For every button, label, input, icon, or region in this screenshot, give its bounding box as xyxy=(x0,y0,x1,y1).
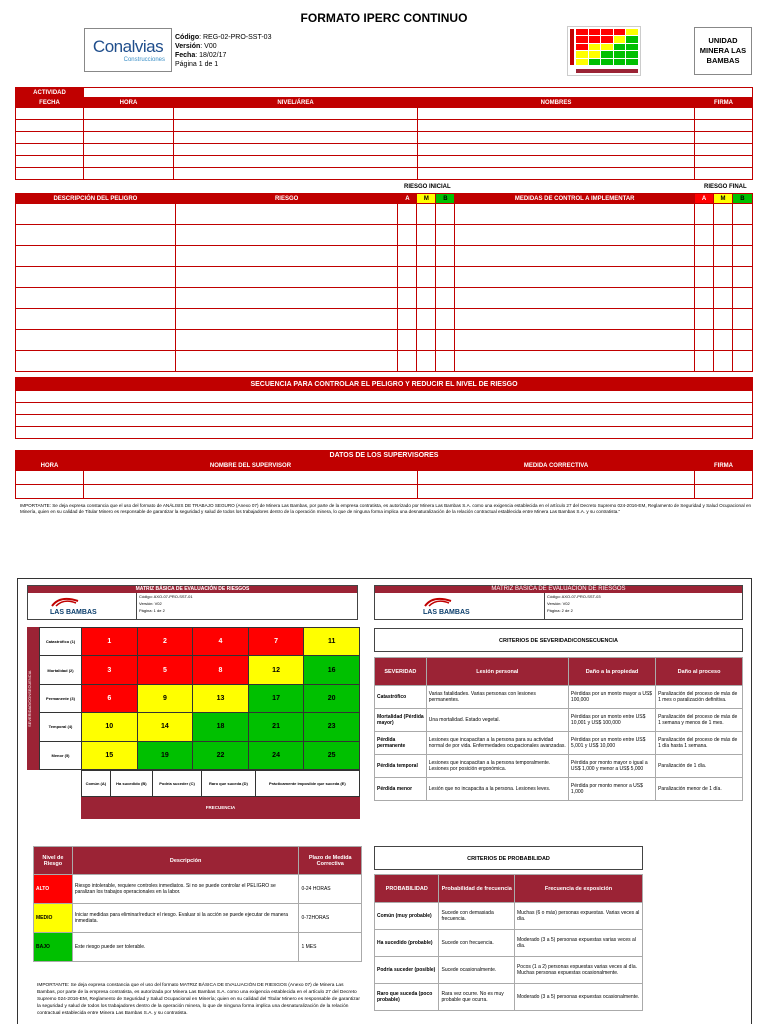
las-bambas-logo: LAS BAMBAS xyxy=(50,595,97,616)
cell[interactable] xyxy=(16,168,84,180)
col-m-inicial: M xyxy=(417,194,436,204)
page-title: FORMATO IPERC CONTINUO xyxy=(300,11,468,25)
severidad-row-label: Temporal (4) xyxy=(40,713,82,741)
severidad-row-label: Menor (5) xyxy=(40,741,82,769)
frecuencia-col-label: Ha sucedido (B) xyxy=(110,771,152,797)
probabilidad-cell: Sucede con frecuencia. xyxy=(439,930,514,957)
cell[interactable] xyxy=(398,288,417,309)
cell[interactable] xyxy=(84,156,174,168)
cell[interactable] xyxy=(175,204,398,225)
cell[interactable] xyxy=(16,246,176,267)
cell[interactable] xyxy=(418,471,695,485)
cell[interactable] xyxy=(16,267,176,288)
cell[interactable] xyxy=(16,225,176,246)
col-desc-peligro: DESCRIPCIÓN DEL PELIGRO xyxy=(16,194,176,204)
matrix-cell: 5 xyxy=(137,656,193,684)
cell[interactable] xyxy=(417,204,436,225)
severidad-axis: SEVERIDAD/CONSECUENCIA xyxy=(27,627,39,770)
cell[interactable] xyxy=(174,168,418,180)
matrix-cell: 4 xyxy=(193,628,249,656)
cell[interactable] xyxy=(175,246,398,267)
probabilidad-table xyxy=(374,874,643,1011)
cell[interactable] xyxy=(732,330,752,351)
nivel-header: Plazo de Medida Correctiva xyxy=(299,847,362,875)
cell[interactable] xyxy=(436,267,455,288)
cell[interactable] xyxy=(417,267,436,288)
cell[interactable] xyxy=(695,108,753,120)
matrix-header-right: MATRIZ BASICA DE EVALUACION DE RIESGOS LAS BAMBAS Código: AXO-07-PRO-SST-03 Versión: V02 Página: 2 de 2 xyxy=(374,585,743,620)
cell[interactable] xyxy=(175,351,398,372)
cell[interactable] xyxy=(398,351,417,372)
cell[interactable] xyxy=(713,246,732,267)
matrix-cell: 25 xyxy=(304,741,360,769)
cell[interactable] xyxy=(84,108,174,120)
cell[interactable] xyxy=(418,168,695,180)
matrix-cell: 12 xyxy=(248,656,304,684)
importante-note-2: IMPORTANTE: Se deja expresa constancia que el uso del formato MATRIZ BÁSICA DE EVALUACIÓN DE RIESGOS (Anexo 07) de Minera Las Bambas, por parte de la empresa contratista, es autorizada por Minera Las Bambas S.A. como una exigencia establecida en el artículo 27 del Decreto Supremo 024-2016-EM, Reglamento de Seguridad y Salud Ocupacional en Minería; quien en su calidad del Titular Minero es responsable de garantizar la seguridad y salud de todos los trabajadores dentro de la operación minera, lo que de ninguna forma implica una desnaturalización de la relación contractual establecida entre Minera Las Bambas S.A. y su contratista. xyxy=(37,983,360,1016)
severidad-header: Daño a la propiedad xyxy=(568,658,655,686)
matrix-cell: 14 xyxy=(137,713,193,741)
probabilidad-cell: Sucede ocasionalmente. xyxy=(439,957,514,984)
cell[interactable] xyxy=(174,144,418,156)
cell[interactable] xyxy=(455,225,695,246)
probabilidad-cell: Pocos (1 a 2) personas expuestas varias veces al día. Muchas personas expuestas ocasionalmente. xyxy=(514,957,642,984)
col-fecha: FECHA xyxy=(16,98,84,108)
cell[interactable] xyxy=(174,132,418,144)
company-logo xyxy=(84,28,172,72)
matrix-cell: 3 xyxy=(82,656,138,684)
risk-matrix-thumbnail xyxy=(567,26,641,76)
supervisores-table xyxy=(15,450,753,499)
cell[interactable] xyxy=(398,267,417,288)
severidad-cell: Lesión que no incapacita a la persona. Lesiones leves. xyxy=(426,778,568,801)
severidad-cell: Paralización del proceso de más de 1 día hasta 1 semana. xyxy=(656,732,743,755)
cell[interactable] xyxy=(732,204,752,225)
col-b-final: B xyxy=(732,194,752,204)
matrix-cell: 21 xyxy=(248,713,304,741)
col-firma: FIRMA xyxy=(695,98,753,108)
cell[interactable] xyxy=(16,120,84,132)
cell[interactable] xyxy=(455,288,695,309)
matrix-title-right: MATRIZ BASICA DE EVALUACION DE RIESGOS xyxy=(375,586,742,593)
cell[interactable] xyxy=(695,351,714,372)
col-sup-nombre: NOMBRE DEL SUPERVISOR xyxy=(84,461,418,471)
severidad-cell: Mortalidad (Pérdida mayor) xyxy=(375,709,427,732)
cell[interactable] xyxy=(695,156,753,168)
cell[interactable] xyxy=(418,156,695,168)
matrix-cell: 20 xyxy=(304,684,360,712)
matrix-cell: 2 xyxy=(137,628,193,656)
frecuencia-columns xyxy=(81,770,360,797)
cell[interactable] xyxy=(16,204,176,225)
cell[interactable] xyxy=(695,471,753,485)
probabilidad-cell: Moderado (3 a 5) personas expuestas varias veces al día. xyxy=(514,930,642,957)
cell[interactable] xyxy=(175,267,398,288)
cell[interactable] xyxy=(398,330,417,351)
cell[interactable] xyxy=(398,246,417,267)
cell[interactable] xyxy=(713,309,732,330)
col-m-final: M xyxy=(713,194,732,204)
matrix-header-left: MATRIZ BÁSICA DE EVALUACIÓN DE RIESGOS LAS BAMBAS Código: AXO-07-PRO-SST-01 Versión: V02 Página: 1 de 2 xyxy=(27,585,358,620)
matrix-cell: 19 xyxy=(137,741,193,769)
nivel-cell: ALTO xyxy=(34,875,73,904)
cell[interactable] xyxy=(175,309,398,330)
matrix-cell: 18 xyxy=(193,713,249,741)
nivel-header: Descripción xyxy=(72,847,299,875)
cell[interactable] xyxy=(174,108,418,120)
severidad-header: SEVERIDAD xyxy=(375,658,427,686)
cell[interactable] xyxy=(455,330,695,351)
cell[interactable] xyxy=(455,246,695,267)
probabilidad-cell: Raro que suceda (poco probable) xyxy=(375,984,439,1011)
cell[interactable] xyxy=(16,403,753,415)
nivel-cell: 0-24 HORAS xyxy=(299,875,362,904)
cell[interactable] xyxy=(455,351,695,372)
cell[interactable] xyxy=(84,120,174,132)
col-nombres: NOMBRES xyxy=(418,98,695,108)
col-hora: HORA xyxy=(84,98,174,108)
matrix-cell: 15 xyxy=(82,741,138,769)
cell[interactable] xyxy=(695,288,714,309)
severidad-cell: Pérdida por monto menor a US$ 1,000 xyxy=(568,778,655,801)
matrix-cell: 13 xyxy=(193,684,249,712)
actividad-label: ACTIVIDAD xyxy=(16,88,84,98)
severidad-header: Daño al proceso xyxy=(656,658,743,686)
col-b-inicial: B xyxy=(436,194,455,204)
severidad-cell: Paralización del proceso de más de 1 semana y menos de 1 mes. xyxy=(656,709,743,732)
probabilidad-cell: Moderado (3 a 5) personas expuestas ocasionalmente. xyxy=(514,984,642,1011)
matrix-cell: 8 xyxy=(193,656,249,684)
frecuencia-col-label: Podría suceder (C) xyxy=(153,771,202,797)
cell[interactable] xyxy=(16,391,753,403)
cell[interactable] xyxy=(417,309,436,330)
cell[interactable] xyxy=(713,351,732,372)
cell[interactable] xyxy=(418,144,695,156)
cell[interactable] xyxy=(695,204,714,225)
severidad-header: Lesión personal xyxy=(426,658,568,686)
cell[interactable] xyxy=(695,168,753,180)
frecuencia-col-label: Común (A) xyxy=(82,771,111,797)
cell[interactable] xyxy=(695,132,753,144)
cell[interactable] xyxy=(695,330,714,351)
cell[interactable] xyxy=(84,168,174,180)
matrix-cell: 17 xyxy=(248,684,304,712)
col-medidas: MEDIDAS DE CONTROL A IMPLEMENTAR xyxy=(455,194,695,204)
severidad-cell: Paralización del proceso de más de 1 mes o paralización definitiva. xyxy=(656,686,743,709)
matrix-cell: 22 xyxy=(193,741,249,769)
nivel-cell: 0-72HORAS xyxy=(299,904,362,933)
cell[interactable] xyxy=(417,288,436,309)
cell[interactable] xyxy=(713,225,732,246)
cell[interactable] xyxy=(732,351,752,372)
personnel-table xyxy=(15,87,753,180)
col-sup-firma: FIRMA xyxy=(695,461,753,471)
nivel-cell: MEDIO xyxy=(34,904,73,933)
cell[interactable] xyxy=(732,309,752,330)
nivel-cell: BAJO xyxy=(34,933,73,962)
matrix-cell: 1 xyxy=(82,628,138,656)
frecuencia-axis: FRECUENCIA xyxy=(81,797,360,819)
cell[interactable] xyxy=(418,485,695,499)
cell[interactable] xyxy=(713,288,732,309)
cell[interactable] xyxy=(174,156,418,168)
nivel-header: Nivel de Riesgo xyxy=(34,847,73,875)
cell[interactable] xyxy=(455,267,695,288)
cell[interactable] xyxy=(436,204,455,225)
cell[interactable] xyxy=(398,225,417,246)
cell[interactable] xyxy=(418,108,695,120)
cell[interactable] xyxy=(732,288,752,309)
severidad-cell: Pérdida menor xyxy=(375,778,427,801)
cell[interactable] xyxy=(175,225,398,246)
cell[interactable] xyxy=(84,485,418,499)
severidad-cell: Pérdida por monto mayor o igual a US$ 1,000 y menor a US$ 5,000 xyxy=(568,755,655,778)
probabilidad-cell: Ha sucedido (probable) xyxy=(375,930,439,957)
nivel-cell: Riesgo intolerable, requiere controles inmediatos. Si no se puede controlar el PELIGRO se paralizan los trabajos operacionales en la labor. xyxy=(72,875,299,904)
matrix-cell: 16 xyxy=(304,656,360,684)
unit-box: UNIDAD MINERA LAS BAMBAS xyxy=(694,27,752,75)
cell[interactable] xyxy=(16,415,753,427)
cell[interactable] xyxy=(436,330,455,351)
cell[interactable] xyxy=(713,267,732,288)
matrix-cell: 23 xyxy=(304,713,360,741)
riesgo-final-label: RIESGO FINAL xyxy=(704,184,747,190)
col-sup-hora: HORA xyxy=(16,461,84,471)
cell[interactable] xyxy=(175,288,398,309)
cell[interactable] xyxy=(695,120,753,132)
severidad-cell: Una mortalidad. Estado vegetal. xyxy=(426,709,568,732)
cell[interactable] xyxy=(436,288,455,309)
matrix-cell: 9 xyxy=(137,684,193,712)
logo-text: Conalvias xyxy=(92,37,164,56)
probabilidad-cell: Sucede con demasiada frecuencia. xyxy=(439,903,514,930)
probabilidad-cell: Común (muy probable) xyxy=(375,903,439,930)
cell[interactable] xyxy=(418,120,695,132)
severidad-cell: Varias fatalidades. Varias personas con lesiones permanentes. xyxy=(426,686,568,709)
cell[interactable] xyxy=(695,485,753,499)
cell[interactable] xyxy=(84,144,174,156)
probabilidad-header: Probabilidad de frecuencia xyxy=(439,875,514,903)
matrix-cell: 7 xyxy=(248,628,304,656)
supervisores-header: DATOS DE LOS SUPERVISORES xyxy=(16,451,753,461)
cell[interactable] xyxy=(455,204,695,225)
cell[interactable] xyxy=(398,204,417,225)
nivel-riesgo-table xyxy=(33,846,362,962)
cell[interactable] xyxy=(417,246,436,267)
cell[interactable] xyxy=(417,225,436,246)
col-riesgo: RIESGO xyxy=(175,194,398,204)
severidad-table xyxy=(374,657,743,801)
cell[interactable] xyxy=(16,351,176,372)
col-a-final: A xyxy=(695,194,714,204)
severidad-cell: Lesiones que incapacitan a la persona para su actividad normal de por vida. Enfermedades ocupacionales avanzadas. xyxy=(426,732,568,755)
cell[interactable] xyxy=(732,246,752,267)
probabilidad-cell: Podría suceder (posible) xyxy=(375,957,439,984)
cell[interactable] xyxy=(16,144,84,156)
cell[interactable] xyxy=(16,288,176,309)
severidad-cell: Pérdida permanente xyxy=(375,732,427,755)
cell[interactable] xyxy=(175,330,398,351)
severidad-cell: Pérdidas por un monto mayor a US$ 100,000 xyxy=(568,686,655,709)
severidad-row-label: Catastrófico (1) xyxy=(40,628,82,656)
cell[interactable] xyxy=(16,108,84,120)
cell[interactable] xyxy=(16,330,176,351)
matrix-cell: 6 xyxy=(82,684,138,712)
cell[interactable] xyxy=(455,309,695,330)
secuencia-header: SECUENCIA PARA CONTROLAR EL PELIGRO Y REDUCIR EL NIVEL DE RIESGO xyxy=(16,378,753,391)
riesgo-inicial-label: RIESGO INICIAL xyxy=(404,184,451,190)
probabilidad-cell: Rara vez ocurre. No es muy probable que ocurra. xyxy=(439,984,514,1011)
probabilidad-header: Frecuencia de exposición xyxy=(514,875,642,903)
nivel-cell: Iniciar medidas para eliminar/reducir el riesgo. Evaluar si la acción se puede ejecutar de manera inmediata. xyxy=(72,904,299,933)
probabilidad-cell: Muchas (6 o más) personas expuestas. Varias veces al día. xyxy=(514,903,642,930)
matrix-cell: 11 xyxy=(304,628,360,656)
logo-subtext: Construcciones xyxy=(123,57,165,63)
cell[interactable] xyxy=(174,120,418,132)
col-sup-medida: MEDIDA CORRECTIVA xyxy=(418,461,695,471)
cell[interactable] xyxy=(436,246,455,267)
actividad-input[interactable] xyxy=(84,88,753,98)
cell[interactable] xyxy=(16,132,84,144)
cell[interactable] xyxy=(417,330,436,351)
severidad-cell: Paralización menor de 1 día. xyxy=(656,778,743,801)
probabilidad-header: PROBABILIDAD xyxy=(375,875,439,903)
secuencia-table xyxy=(15,377,753,439)
col-nivel: NIVEL/ÁREA xyxy=(174,98,418,108)
severidad-cell: Pérdida temporal xyxy=(375,755,427,778)
cell[interactable] xyxy=(16,309,176,330)
cell[interactable] xyxy=(418,132,695,144)
probabilidad-criteria-title: CRITERIOS DE PROBABILIDAD xyxy=(374,846,643,870)
cell[interactable] xyxy=(713,330,732,351)
frecuencia-col-label: Prácticamente imposible que suceda (E) xyxy=(255,771,359,797)
matrix-cell: 10 xyxy=(82,713,138,741)
cell[interactable] xyxy=(695,267,714,288)
cell[interactable] xyxy=(417,351,436,372)
severidad-row-label: Mortalidad (2) xyxy=(40,656,82,684)
cell[interactable] xyxy=(436,351,455,372)
cell[interactable] xyxy=(16,471,84,485)
cell[interactable] xyxy=(16,485,84,499)
cell[interactable] xyxy=(695,246,714,267)
risk-matrix xyxy=(39,627,360,770)
cell[interactable] xyxy=(695,225,714,246)
cell[interactable] xyxy=(436,225,455,246)
severidad-cell: Catastrófico xyxy=(375,686,427,709)
cell[interactable] xyxy=(732,225,752,246)
cell[interactable] xyxy=(695,309,714,330)
matrix-title-left: MATRIZ BÁSICA DE EVALUACIÓN DE RIESGOS xyxy=(28,586,357,593)
cell[interactable] xyxy=(16,156,84,168)
importante-note: IMPORTANTE: Se deja expresa constancia que el uso del formato de ANÁLISIS DE TRABAJO SEGURO (Anexo 07) de Minera Las Bambas, por parte de la empresa contratista, es autorizado por Minera Las Bambas S.A. como una exigencia establecida en el artículo 27 del Decreto Supremo 024-2016-EM, Reglamento de Seguridad y Salud Ocupacional en Minería, quien en su calidad de Titular Minero es responsable de garantizar la seguridad y salud de todos los trabajadores dentro de la operación minera, lo que de ninguna forma implica una desnaturalización de la relación contractual establecida entre Minera Las Bambas S.A. y su contratista." xyxy=(20,503,752,514)
cell[interactable] xyxy=(398,309,417,330)
severidad-cell: Paralización de 1 día. xyxy=(656,755,743,778)
severidad-row-label: Permanente (3) xyxy=(40,684,82,712)
cell[interactable] xyxy=(84,132,174,144)
severidad-cell: Pérdidas por un monto entre US$ 5,001 y US$ 10,000 xyxy=(568,732,655,755)
cell[interactable] xyxy=(695,144,753,156)
severidad-cell: Pérdidas por un monto entre US$ 10,001 y US$ 100,000 xyxy=(568,709,655,732)
col-a-inicial: A xyxy=(398,194,417,204)
cell[interactable] xyxy=(436,309,455,330)
las-bambas-logo-right: LAS BAMBAS xyxy=(423,595,470,616)
frecuencia-col-label: Raro que suceda (D) xyxy=(202,771,256,797)
cell[interactable] xyxy=(16,427,753,439)
hazard-table xyxy=(15,193,753,372)
nivel-cell: 1 MES xyxy=(299,933,362,962)
doc-info: Código: REG-02-PRO-SST-03 Versión: V00 Fecha: 18/02/17 Página 1 de 1 xyxy=(175,34,272,68)
matrix-cell: 24 xyxy=(248,741,304,769)
cell[interactable] xyxy=(713,204,732,225)
cell[interactable] xyxy=(732,267,752,288)
severidad-cell: Lesiones que incapacitan a la persona temporalmente. Lesiones por posición ergonómica. xyxy=(426,755,568,778)
cell[interactable] xyxy=(84,471,418,485)
nivel-cell: Este riesgo puede ser tolerable. xyxy=(72,933,299,962)
severidad-criteria-title: CRITERIOS DE SEVERIDAD/CONSECUENCIA xyxy=(374,628,743,652)
